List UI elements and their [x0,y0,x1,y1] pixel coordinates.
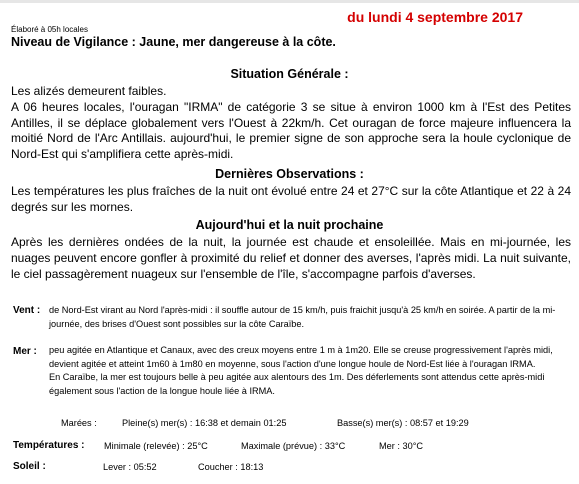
temp-max: Maximale (prévue) : 33°C [241,441,346,451]
soleil-label: Soleil : [13,461,46,472]
section-title-today: Aujourd'hui et la nuit prochaine [195,218,384,232]
vent-text: de Nord-Est virant au Nord l'après-midi : il souffle autour de 15 km/h, puis fraichit jusqu'à 25 km/h en soirée. A partir de la mi-journée, des brises d'Ouest sont possibles sur la côte Caraïbe. [49,305,556,329]
sunrise: Lever : 05:52 [103,462,157,472]
today-text [11,235,571,282]
pleine-mer: Pleine(s) mer(s) : 16:38 et demain 01:25 [122,418,287,428]
vigilance-level: Niveau de Vigilance : Jaune, mer dangereuse à la côte. [11,35,336,49]
temp-mer: Mer : 30°C [379,441,424,451]
today-paragraph: Après les dernières ondées de la nuit, la journée est chaude et ensoleillée. Mais en mi-journée, les nuages peuvent encore gonfler à proximité du relief et donner des averses, l'après midi. La nuit suivante, le ciel passagèrement nuageux sur l'ensemble de l'île, s'accompagne parfois d'averses. [11,235,571,281]
elaboration-time: Élaboré à 05h locales [11,25,88,34]
temperatures-label: Températures : [13,440,85,451]
mer-label: Mer : [13,346,37,357]
section-title-situation: Situation Générale : [230,67,349,81]
bulletin-date: du lundi 4 septembre 2017 [347,9,523,25]
observations-text [11,184,571,216]
sunset: Coucher : 18:13 [198,462,264,472]
marees-label: Marées : [61,418,97,428]
section-title-observations: Dernières Observations : [215,167,364,181]
situation-text [11,84,571,163]
situation-line-2: A 06 heures locales, l'ouragan "IRMA" de catégorie 3 se situe à environ 1000 km à l'Est des Petites Antilles, il se déplace globalement vers l'Ouest à 22km/h. Cet ouragan de force majeure influencera la moitié Nord de l'Arc Antillais. aujourd'hui, le premier signe de son approche sera la houle cyclonique de Nord-Est qui s'amplifiera cette après-midi. [11,99,571,162]
mer-text-caraibe: En Caraïbe, la mer est toujours belle à peu agitée aux alentours des 1m. Des déferlements sont attendus cette après-midi également sous l'action de la longue houle liée à IRMA. [49,372,545,396]
mer-text [49,344,559,398]
observations-paragraph: Les températures les plus fraîches de la nuit ont évolué entre 24 et 27°C sur la côte Atlantique et 22 à 24 degrés sur les mornes. [11,184,571,214]
top-bar [0,0,579,3]
basse-mer: Basse(s) mer(s) : 08:57 et 19:29 [337,418,469,428]
situation-line-1: Les alizés demeurent faibles. [11,84,167,98]
temp-min: Minimale (relevée) : 25°C [104,441,208,451]
mer-text-atlantique: peu agitée en Atlantique et Canaux, avec des creux moyens entre 1 m à 1m20. Elle se creuse progressivement l'après midi, devient agitée et atteint 1m60 à 1m80 en moyenne, sous l'action d'une longue houle de Nord-Est liée à l'ouragan IRMA. [49,345,553,369]
vent-label: Vent : [13,305,41,316]
